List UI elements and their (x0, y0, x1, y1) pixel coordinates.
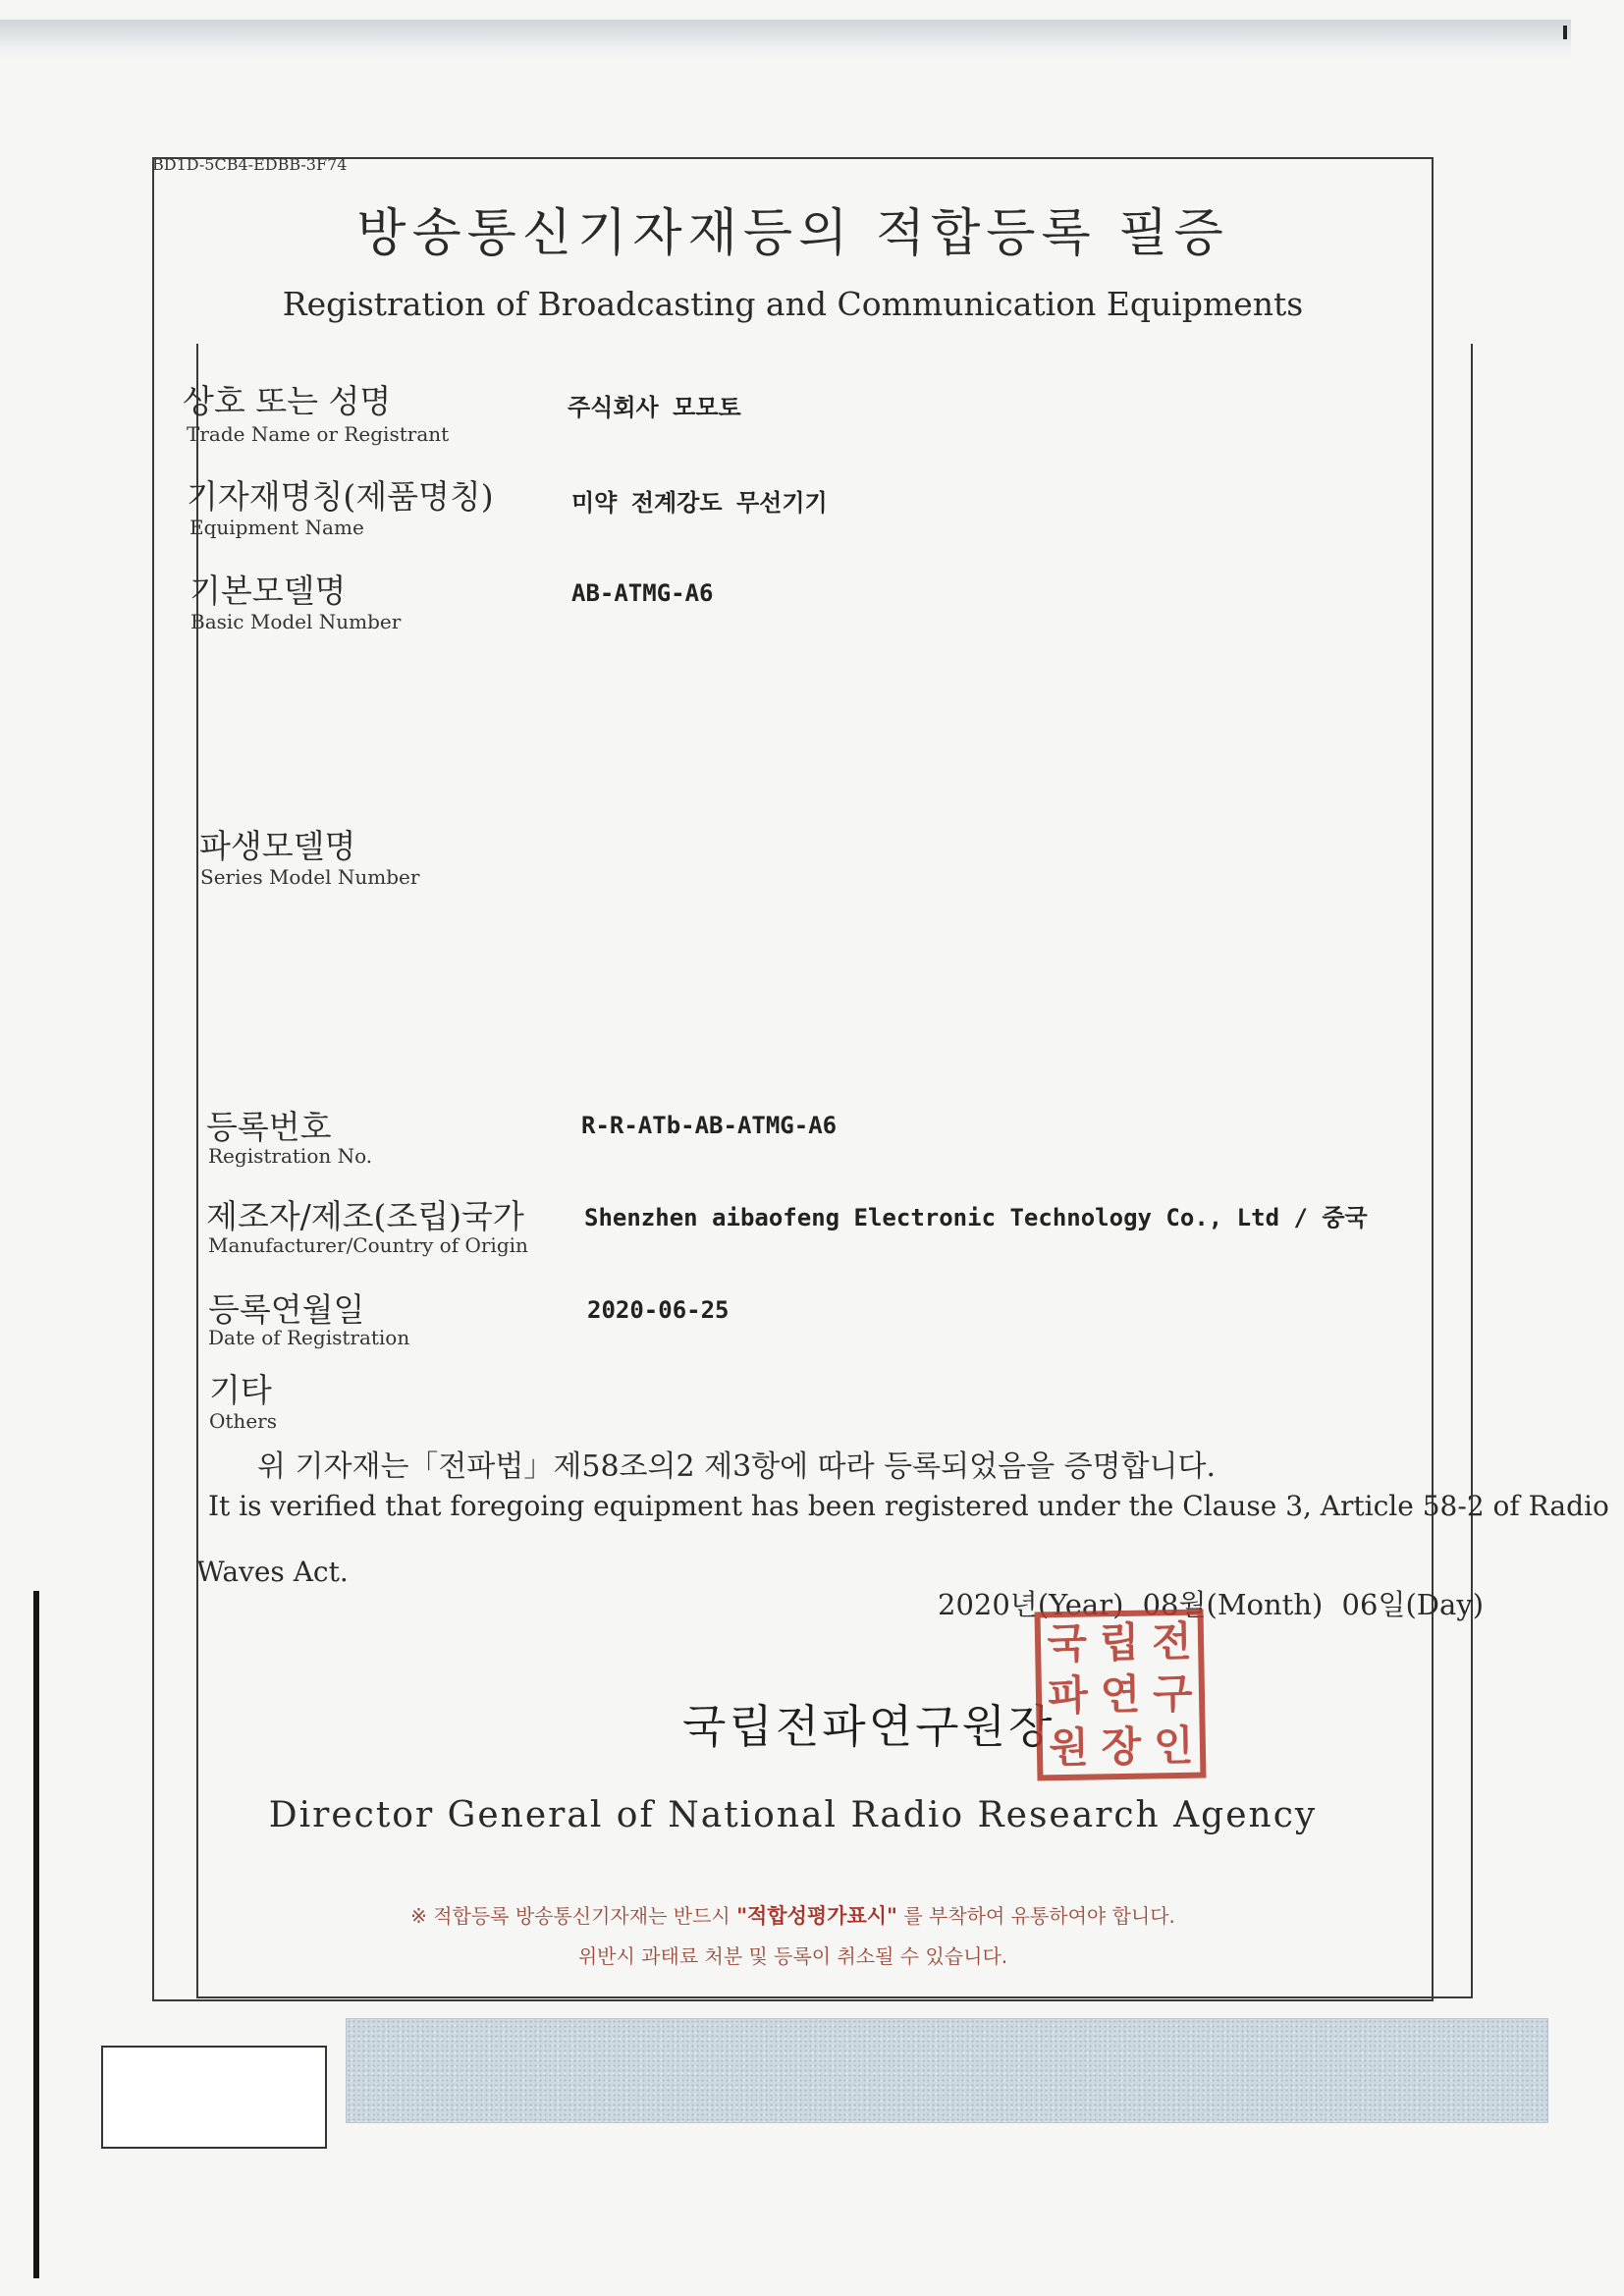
registration-no-label-ko: 등록번호 (206, 1108, 332, 1146)
basic-model-label-en: Basic Model Number (190, 610, 402, 633)
series-model-label-ko: 파생모델명 (199, 827, 356, 865)
equipment-name-label-en: Equipment Name (189, 516, 364, 539)
issuer-english: Director General of National Radio Research Agency (268, 1795, 1318, 1835)
title-english: Registration of Broadcasting and Communication Equipments (282, 285, 1304, 323)
trade-name-label-ko: 상호 또는 성명 (183, 382, 392, 420)
seal-char: 인 (1153, 1722, 1194, 1771)
seal-char: 전 (1151, 1616, 1193, 1667)
notice-line1-prefix: ※ 적합등록 방송통신기자재는 반드시 (410, 1904, 731, 1928)
issue-date-year: 2020년(Year) (938, 1588, 1124, 1621)
registration-date-value: 2020-06-25 (587, 1296, 730, 1324)
series-model-label-en: Series Model Number (200, 865, 420, 889)
seal-char: 파 (1047, 1670, 1089, 1721)
equipment-name-label-ko: 기자재명칭(제품명칭) (187, 477, 494, 516)
notice-line1-suffix: 를 부착하여 유통하여야 합니다. (903, 1904, 1175, 1928)
issue-date-day: 06일(Day) (1341, 1588, 1485, 1621)
basic-model-label-ko: 기본모델명 (189, 572, 347, 610)
manufacturer-label-ko: 제조자/제조(조립)국가 (206, 1197, 524, 1235)
basic-model-value: AB-ATMG-A6 (571, 579, 714, 607)
seal-char: 국 (1047, 1618, 1088, 1667)
notice-line1-mark: "적합성평가표시" (736, 1904, 897, 1928)
statement-korean: 위 기자재는「전파법」제58조의2 제3항에 따라 등록되었음을 증명합니다. (257, 1449, 1217, 1484)
title-korean: 방송통신기자재등의 적합등록 필증 (356, 204, 1229, 263)
seal-char: 립 (1099, 1617, 1140, 1667)
issuer-korean: 국립전파연구원장 (682, 1700, 1056, 1753)
seal-char: 장 (1101, 1722, 1142, 1772)
registration-date-label-en: Date of Registration (208, 1326, 410, 1349)
footer-security-band (346, 2018, 1548, 2123)
trade-name-label-en: Trade Name or Registrant (187, 422, 450, 446)
seal-char: 원 (1048, 1722, 1090, 1773)
scan-edge-mark (1563, 26, 1567, 39)
registration-no-value: R-R-ATb-AB-ATMG-A6 (581, 1112, 838, 1139)
statement-english-line1: It is verified that foregoing equipment has been registered under the Clause 3, Article 58-2 of Radio (208, 1490, 1609, 1522)
others-label-en: Others (209, 1409, 277, 1433)
notice-line2: 위반시 과태료 처분 및 등록이 취소될 수 있습니다. (577, 1944, 1008, 1968)
footer-blank-box (101, 2046, 327, 2149)
issue-date (938, 1583, 1493, 1623)
registration-no-label-en: Registration No. (208, 1144, 373, 1168)
registration-date-label-ko: 등록연월일 (208, 1290, 365, 1329)
seal-char: 구 (1152, 1668, 1194, 1719)
manufacturer-value: Shenzhen aibaofeng Electronic Technology Co., Ltd / 중국 (584, 1204, 1368, 1231)
trade-name-value: 주식회사 모모토 (568, 394, 741, 421)
equipment-name-value: 미약 전계강도 무선기기 (571, 489, 828, 517)
scan-edge-left (33, 1591, 39, 2278)
manufacturer-label-en: Manufacturer/Country of Origin (208, 1233, 528, 1257)
notice-line1 (152, 1900, 1434, 1930)
document-code: BD1D-5CB4-EDBB-3F74 (152, 155, 348, 174)
scan-edge-shadow (0, 20, 1571, 59)
seal-char: 연 (1100, 1669, 1141, 1720)
official-seal (1035, 1610, 1207, 1781)
statement-english-line2: Waves Act. (196, 1556, 349, 1588)
others-label-ko: 기타 (209, 1371, 272, 1409)
issue-date-month: 08월(Month) (1142, 1588, 1324, 1621)
